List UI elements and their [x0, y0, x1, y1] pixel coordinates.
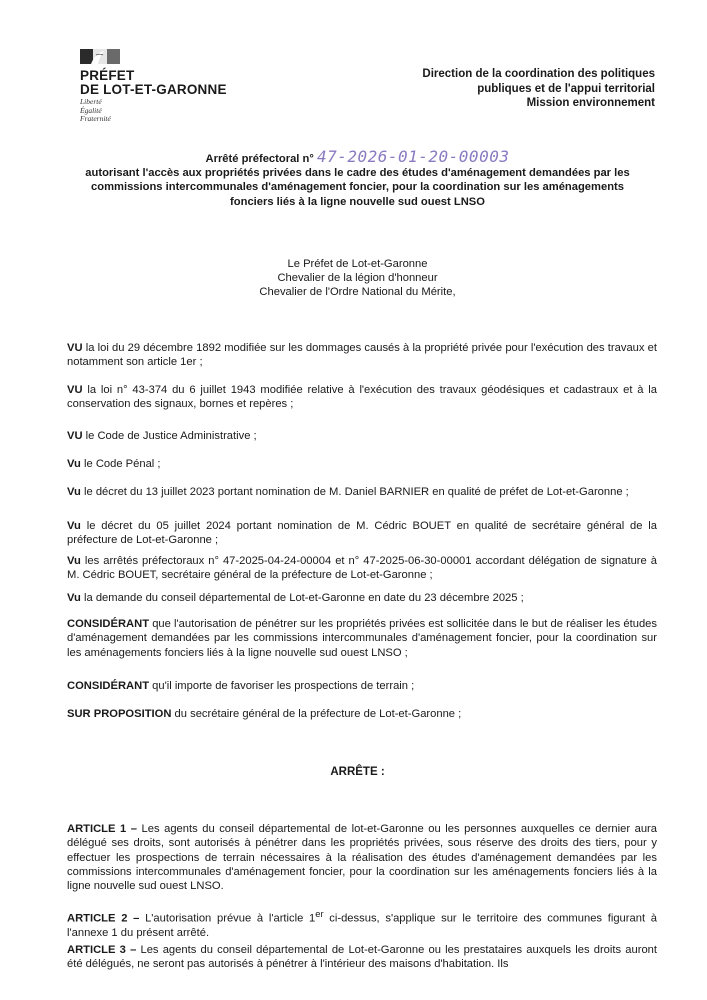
- motto-egalite: Égalité: [80, 105, 102, 115]
- visa-text: la loi du 29 décembre 1892 modifiée sur les dommages causés à la propriété privée pour l'exécution des travaux et notamment son article 1er ;: [67, 342, 657, 369]
- prefet-identity: [60, 257, 655, 299]
- considerant-lead: CONSIDÉRANT: [67, 618, 150, 630]
- visa-lead: Vu: [67, 486, 81, 498]
- visa-lead: Vu: [67, 520, 81, 532]
- visa-lead: VU: [67, 430, 83, 442]
- arrete-number-line: [60, 147, 655, 166]
- considerant-text: qu'il importe de favoriser les prospections de terrain ;: [149, 680, 415, 692]
- motto-liberte: Liberté: [80, 97, 102, 106]
- visa-paragraph: [67, 519, 657, 548]
- article-lead: ARTICLE 1 –: [67, 823, 137, 835]
- proposition-lead: SUR PROPOSITION: [67, 708, 172, 720]
- visa-text: la loi n° 43-374 du 6 juillet 1943 modifiée relative à l'exécution des travaux géodésiques et cadastraux et à la conservation des signaux, bornes et repères ;: [67, 384, 657, 411]
- article-2: [67, 907, 657, 940]
- visa-text: le Code de Justice Administrative ;: [82, 430, 257, 442]
- title-line-1: autorisant l'accès aux propriétés privées dans le cadre des études d'aménagement demandées par les: [85, 167, 630, 180]
- direction-line-1: Direction de la coordination des politiques: [422, 68, 655, 80]
- prefet-line-3: Chevalier de l'Ordre National du Mérite,: [259, 286, 456, 298]
- considerant-lead: CONSIDÉRANT: [67, 680, 150, 692]
- title-line-2: commissions intercommunales d'aménagement foncier, pour la coordination sur les aménagements: [91, 181, 624, 194]
- article-text: Les agents du conseil départemental de Lot-et-Garonne ou les prestataires auxquels les droits auront été délégués, ne seront pas autorisés à pénétrer à l'intérieur des maisons d'habitation. Ils: [67, 944, 657, 971]
- article-lead: ARTICLE 2 –: [67, 912, 140, 925]
- handwritten-arrete-number: 47-2026-01-20-00003: [316, 147, 510, 166]
- brand-line-2: DE LOT-ET-GARONNE: [80, 82, 227, 97]
- visa-lead: Vu: [67, 555, 81, 567]
- article-text: Les agents du conseil départemental de lot-et-Garonne ou les personnes auxquelles ce dernier aura délégué ses droits, sont autorisés à pénétrer dans les propriétés privées, sous réserve des droits des tiers, pour y effectuer les prospections de terrain nécessaires à la réalisation des études d'aménagement demandées par les commissions intercommunales d'aménagement foncier, pour la coordination sur les aménagements fonciers liés à la ligne nouvelle sud ouest LNSO.: [67, 823, 657, 893]
- arrete-title: [60, 147, 655, 209]
- visa-paragraph: [67, 429, 657, 443]
- title-line-3: fonciers liés à la ligne nouvelle sud ouest LNSO: [230, 195, 485, 208]
- article-lead: ARTICLE 3 –: [67, 944, 137, 956]
- article-text: L'autorisation prévue à l'article 1: [139, 912, 316, 925]
- proposition-paragraph: [67, 707, 657, 721]
- visa-text: le Code Pénal ;: [80, 458, 161, 470]
- article-superscript: er: [315, 909, 324, 919]
- article-1: [67, 822, 657, 893]
- arrete-heading: ARRÊTE :: [330, 766, 385, 778]
- visa-lead: VU: [67, 342, 83, 354]
- prefecture-brand: [80, 69, 227, 97]
- direction-line-3: Mission environnement: [526, 97, 655, 109]
- visa-lead: VU: [67, 384, 83, 396]
- visa-paragraph: [67, 341, 657, 370]
- motto-fraternite: Fraternité: [80, 114, 111, 123]
- visa-lead: Vu: [67, 592, 81, 604]
- visa-paragraph: [67, 485, 657, 499]
- visa-paragraph: [67, 383, 657, 412]
- visa-paragraph: [67, 591, 657, 605]
- prefet-line-2: Chevalier de la légion d'honneur: [277, 272, 438, 284]
- visa-paragraph: [67, 457, 657, 471]
- proposition-text: du secrétaire général de la préfecture de Lot-et-Garonne ;: [171, 708, 462, 720]
- visa-text: le décret du 05 juillet 2024 portant nomination de M. Cédric BOUET en qualité de secrétaire général de la préfecture de Lot-et-Garonne ;: [67, 520, 657, 547]
- visa-text: les arrêtés préfectoraux n° 47-2025-04-24-00004 et n° 47-2025-06-30-00001 accordant délégation de signature à M. Cédric BOUET, secrétaire général de la préfecture de Lot-et-Garonne ;: [67, 555, 657, 582]
- visa-text: le décret du 13 juillet 2023 portant nomination de M. Daniel BARNIER en qualité de préfet de Lot-et-Garonne ;: [80, 486, 629, 498]
- republic-motto: [80, 98, 111, 124]
- issuing-direction: [422, 67, 655, 111]
- considerant-paragraph: [67, 679, 657, 693]
- considerant-paragraph: [67, 617, 657, 660]
- article-text-continued: ci-dessus, s'applique sur le territoire des communes figurant à l'annexe 1 du présent arrêté.: [67, 912, 657, 940]
- prefet-line-1: Le Préfet de Lot-et-Garonne: [287, 258, 428, 270]
- direction-line-2: publiques et de l'appui territorial: [477, 82, 655, 95]
- arrete-label: Arrêté préfectoral n°: [205, 153, 314, 165]
- marianne-logo: [80, 47, 120, 65]
- article-3: [67, 943, 657, 972]
- visa-text: la demande du conseil départemental de Lot-et-Garonne en date du 23 décembre 2025 ;: [80, 592, 524, 604]
- visa-paragraph: [67, 554, 657, 583]
- brand-line-1: PRÉFET: [80, 68, 135, 83]
- visa-lead: Vu: [67, 458, 81, 470]
- considerant-text: que l'autorisation de pénétrer sur les propriétés privées est sollicitée dans le but de réaliser les études d'aménagement demandées par les commissions intercommunales d'aménagement foncier, pour la coordination sur les aménagements fonciers liés à la ligne nouvelle sud ouest LNSO ;: [67, 618, 657, 659]
